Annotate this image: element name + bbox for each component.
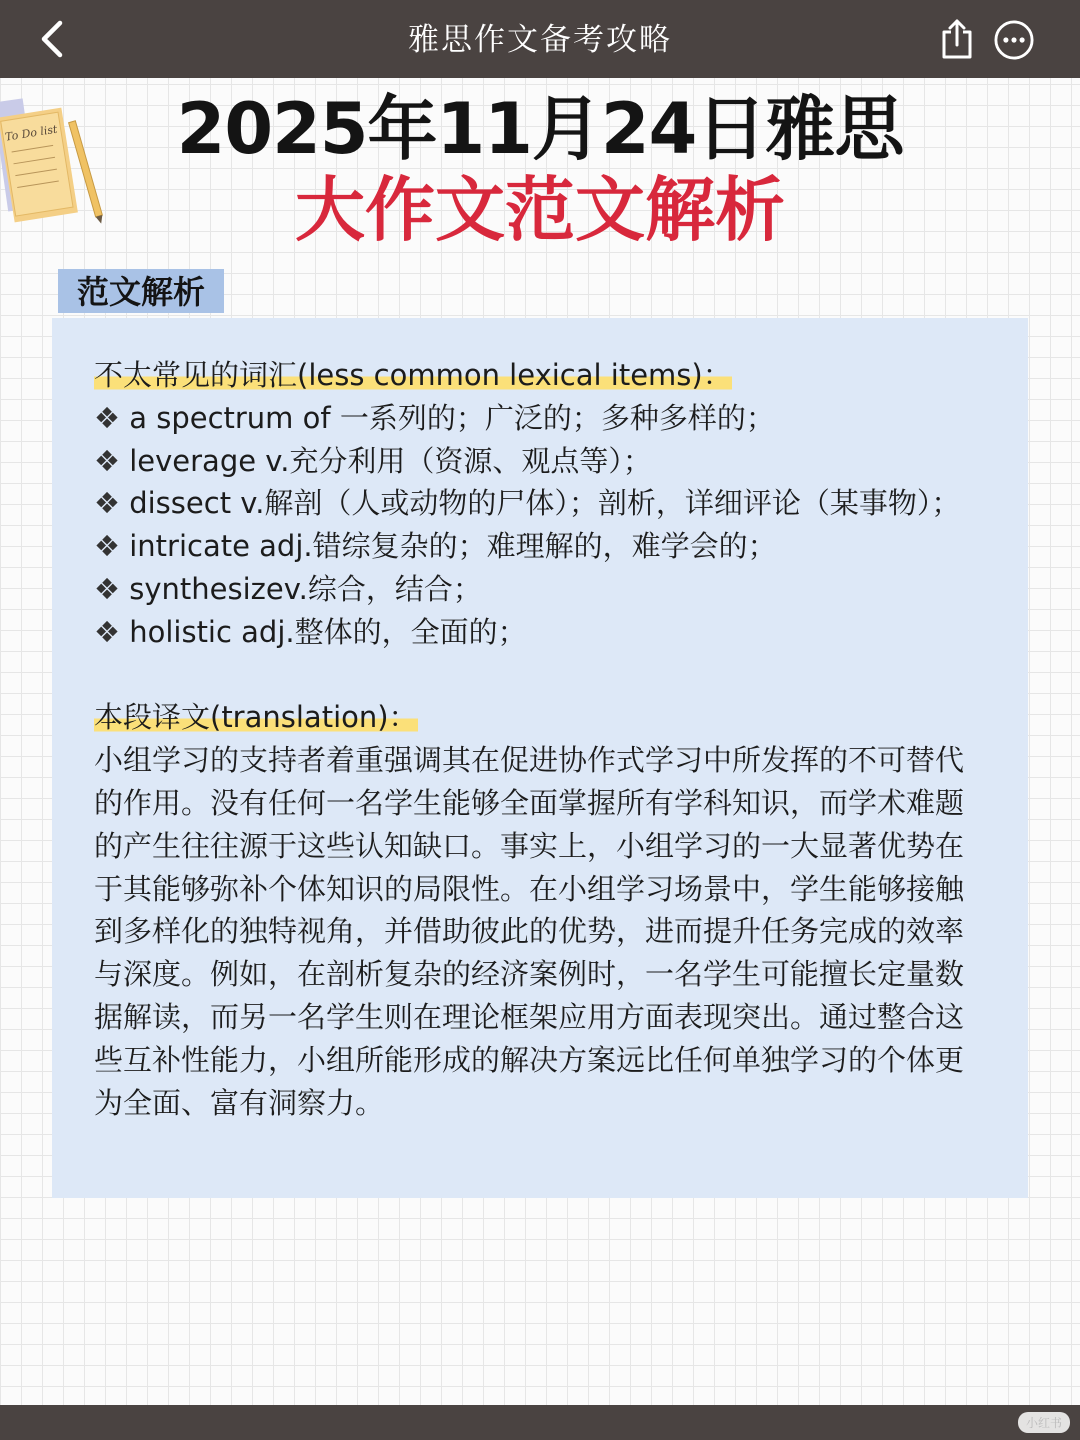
vocab-heading: 不太常见的词汇(less common lexical items)： — [94, 358, 732, 392]
bullet-icon: ❖ — [94, 400, 120, 435]
section-label: 范文解析 — [58, 269, 224, 313]
nav-title: 雅思作文备考攻略 — [408, 22, 672, 58]
translation-body: 小组学习的支持者着重强调其在促进协作式学习中所发挥的不可替代的作用。没有任何一名学生能够全面掌握所有学科知识，而学术难题的产生往往源于这些认知缺口。事实上，小组学习的一大显著优势在于其能够弥补个体知识的局限性。在小组学习场景中，学生能够接触到多样化的独特视角，并借助彼此的优势，进而提升任务完成的效率与深度。例如，在剖析复杂的经济案例时，一名学生可能擅长定量数据解读，而另一名学生则在理论框架应用方面表现突出。通过整合这些互补性能力，小组所能形成的解决方案远比任何单独学习的个体更为全面、富有洞察力。 — [94, 743, 965, 1120]
bullet-icon: ❖ — [94, 529, 120, 564]
vocab-item: ❖ a spectrum of 一系列的；广泛的；多种多样的； — [94, 400, 775, 435]
content-text — [94, 354, 984, 1124]
headline-subtitle: 大作文范文解析 — [295, 169, 785, 251]
bullet-icon: ❖ — [94, 486, 120, 521]
vocab-item: ❖ holistic adj.整体的，全面的； — [94, 614, 527, 649]
vocab-item: ❖ leverage v.充分利用（资源、观点等）； — [94, 443, 652, 478]
vocab-item: ❖ synthesizev.综合，结合； — [94, 571, 482, 606]
svg-text:To Do list: To Do list — [4, 122, 59, 144]
vocab-item: ❖ intricate adj.错综复杂的；难理解的，难学会的； — [94, 529, 777, 564]
bullet-icon: ❖ — [94, 571, 120, 606]
more-icon — [994, 19, 1034, 61]
headline — [0, 88, 1080, 250]
more-button[interactable] — [994, 20, 1034, 60]
headline-date: 2025年11月24日雅思 — [176, 88, 904, 170]
bullet-icon: ❖ — [94, 443, 120, 478]
vocab-item: ❖ dissect v.解剖（人或动物的尸体）；剖析，详细评论（某事物）； — [94, 486, 961, 521]
top-nav-bar — [0, 0, 1080, 78]
share-icon — [939, 18, 975, 60]
watermark: 小红书 — [1018, 1412, 1070, 1433]
translation-heading: 本段译文(translation)： — [94, 700, 418, 735]
share-button[interactable] — [934, 16, 980, 62]
bullet-icon: ❖ — [94, 614, 120, 649]
bottom-bar — [0, 1405, 1080, 1440]
